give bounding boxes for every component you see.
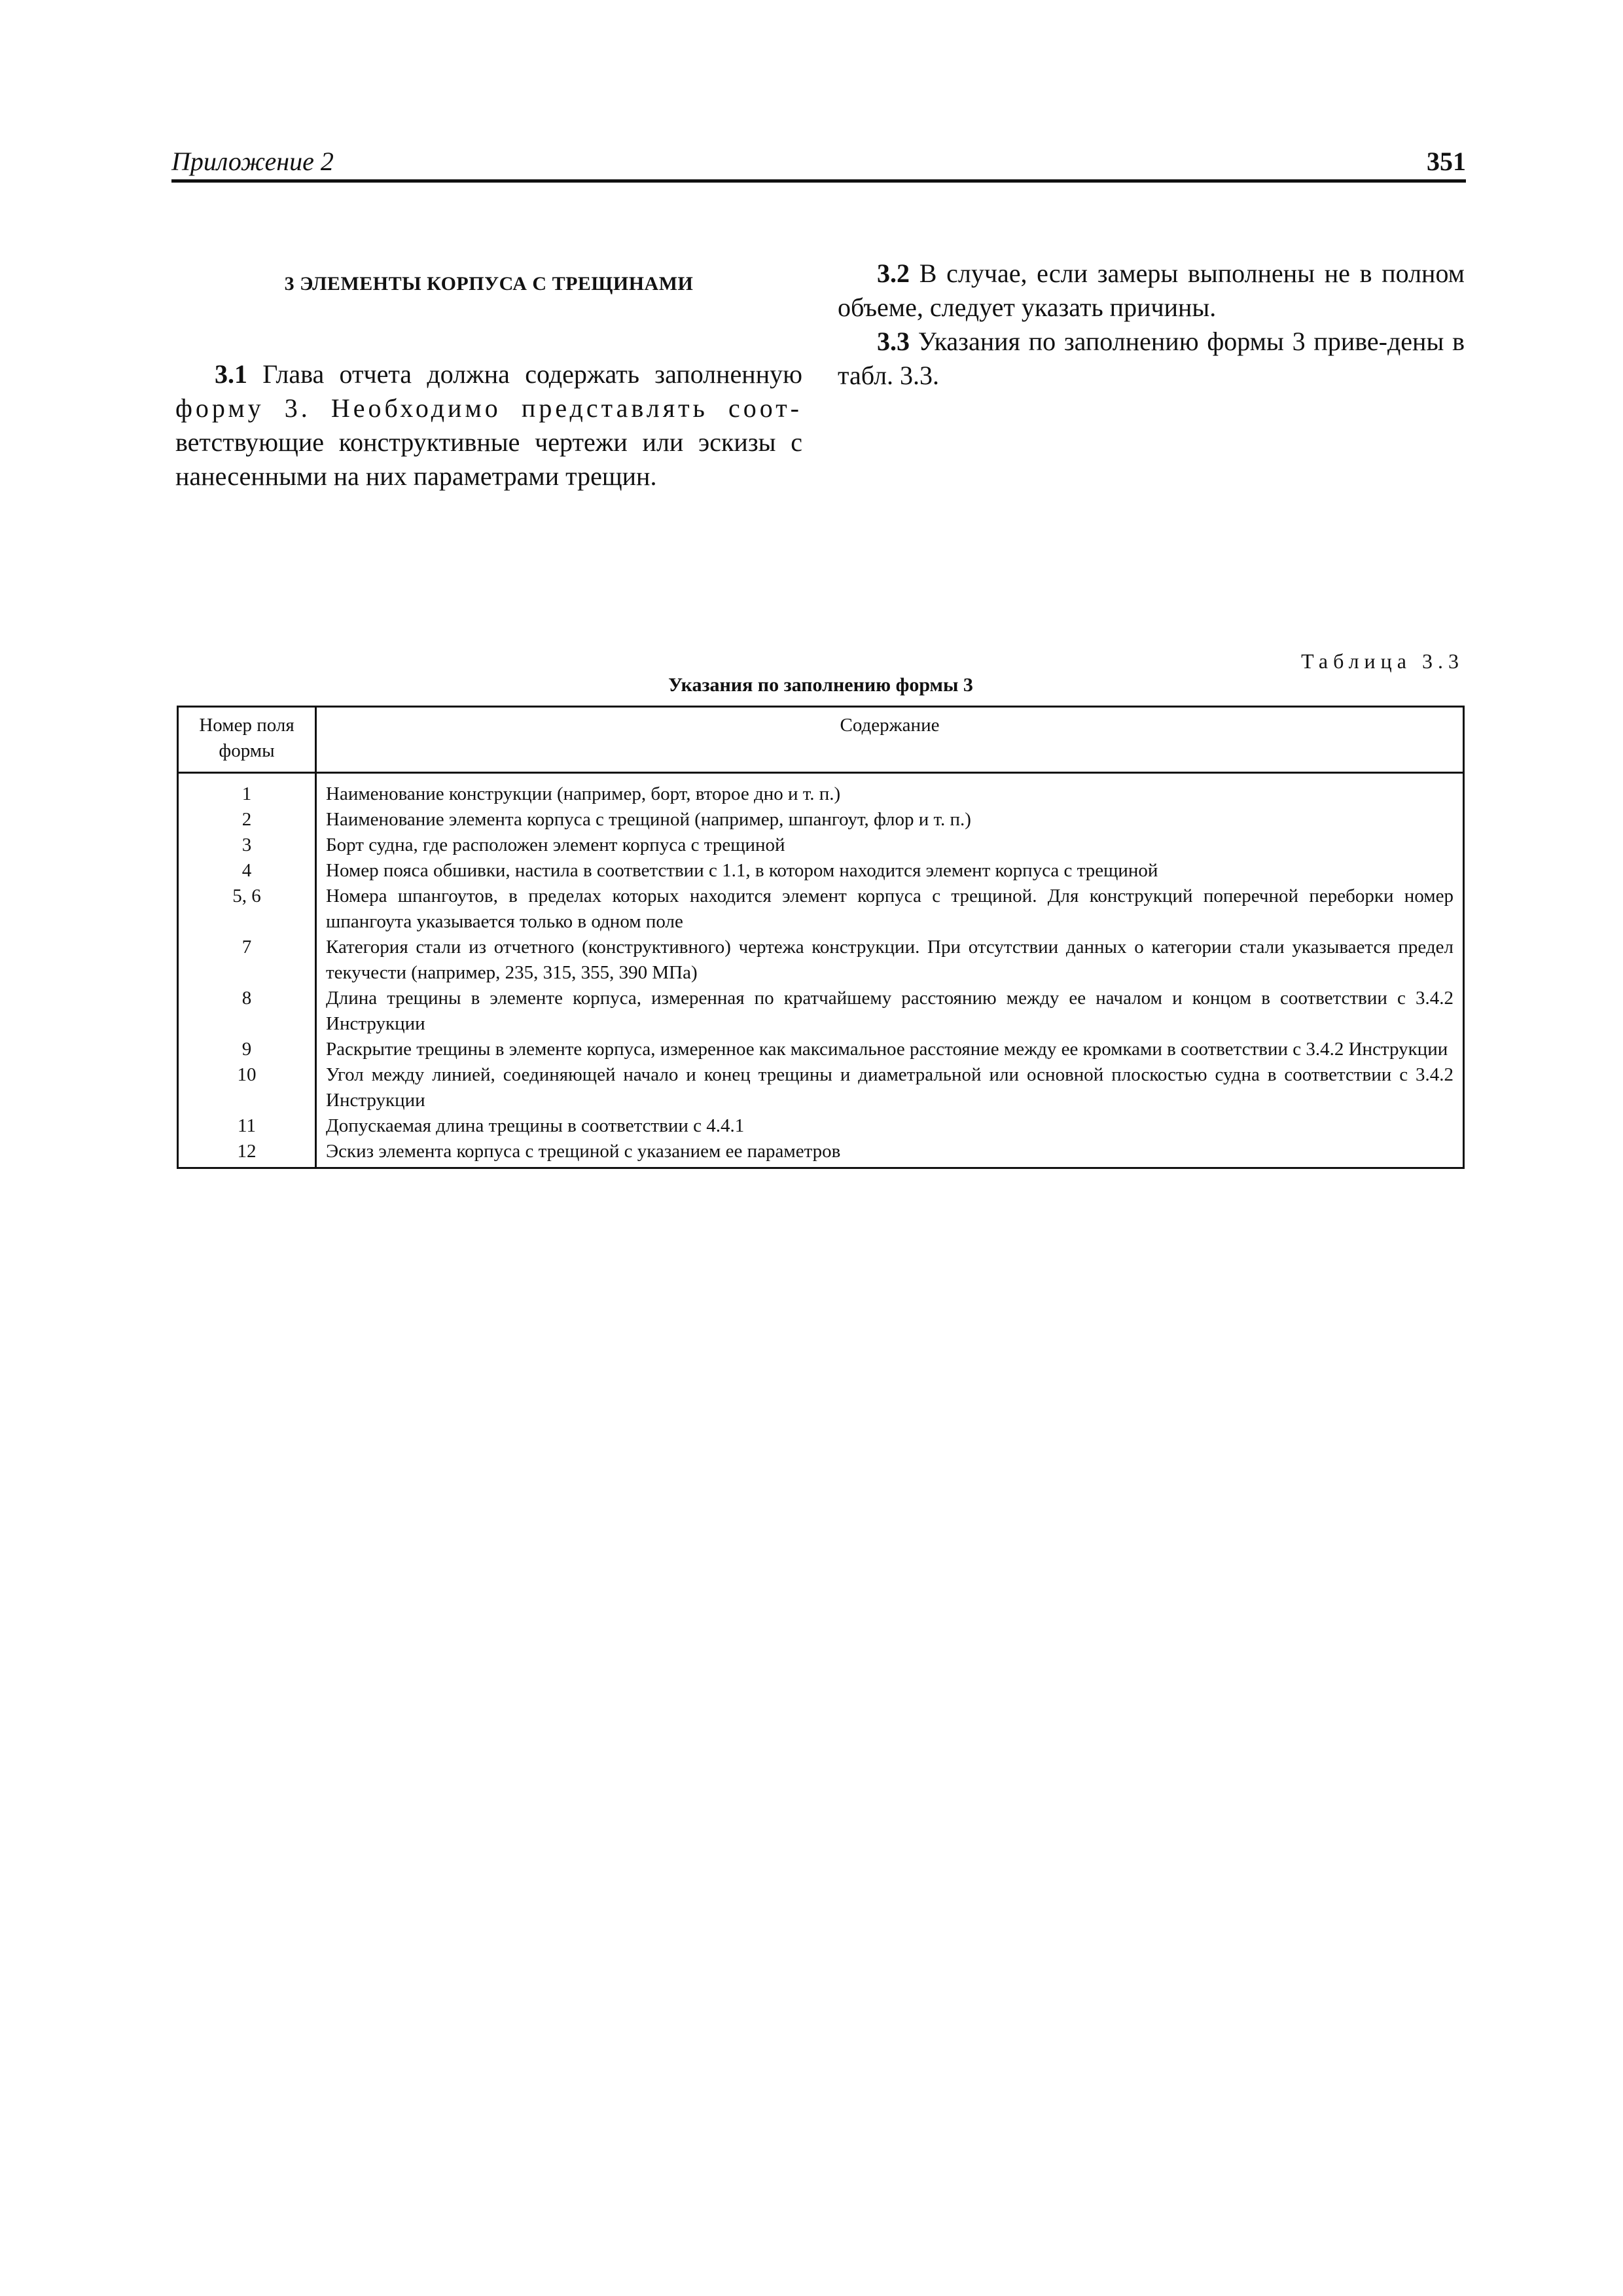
field-content: Номер пояса обшивки, настила в соответствии с 1.1, в котором находится элемент корпуса с трещиной bbox=[316, 858, 1464, 884]
table-row bbox=[178, 1062, 1464, 1113]
table-row bbox=[178, 986, 1464, 1037]
field-number: 2 bbox=[178, 807, 316, 833]
table-row bbox=[178, 935, 1464, 986]
paragraph-text: форму 3. Необходимо представлять соот- bbox=[175, 393, 802, 423]
field-number: 7 bbox=[178, 935, 316, 986]
page-header bbox=[171, 145, 1466, 183]
page-number: 351 bbox=[1427, 147, 1466, 176]
field-content: Допускаемая длина трещины в соответствии с 4.4.1 bbox=[316, 1113, 1464, 1139]
header-content: Содержание bbox=[316, 707, 1464, 773]
table-row bbox=[178, 1113, 1464, 1139]
paragraph-text: Глава отчета должна содержать заполненную bbox=[247, 359, 802, 389]
paragraph-3-3 bbox=[838, 325, 1465, 393]
appendix-title: Приложение 2 bbox=[171, 147, 334, 176]
paragraph-number: 3.3 bbox=[877, 327, 910, 356]
paragraph-text: ветствующие конструктивные чертежи или эскизы с нанесенными на них параметрами трещин. bbox=[175, 427, 802, 491]
field-number: 8 bbox=[178, 986, 316, 1037]
field-content: Угол между линией, соединяющей начало и конец трещины и диаметральной или основной плоскостью судна в соответствии с 3.4.2 Инструкции bbox=[316, 1062, 1464, 1113]
field-number: 3 bbox=[178, 833, 316, 858]
field-number: 11 bbox=[178, 1113, 316, 1139]
paragraph-number: 3.1 bbox=[215, 359, 247, 389]
field-content: Номера шпангоутов, в пределах которых находится элемент корпуса с трещиной. Для конструкций поперечной переборки номер шпангоута указывается только в одном поле bbox=[316, 884, 1464, 935]
field-content: Длина трещины в элементе корпуса, измеренная по кратчайшему расстоянию между ее началом и концом в соответствии с 3.4.2 Инструкции bbox=[316, 986, 1464, 1037]
table-title: Указания по заполнению формы 3 bbox=[668, 674, 973, 696]
field-number: 9 bbox=[178, 1037, 316, 1062]
paragraph-text: Указания по заполнению формы 3 приве-дены в табл. 3.3. bbox=[838, 327, 1465, 390]
instructions-table bbox=[177, 706, 1465, 1169]
table-row bbox=[178, 773, 1464, 808]
header-field-number: Номер поля формы bbox=[178, 707, 316, 773]
field-content: Борт судна, где расположен элемент корпуса с трещиной bbox=[316, 833, 1464, 858]
table-header-row bbox=[178, 707, 1464, 773]
table-row bbox=[178, 884, 1464, 935]
field-content: Эскиз элемента корпуса с трещиной с указанием ее параметров bbox=[316, 1139, 1464, 1168]
field-number: 10 bbox=[178, 1062, 316, 1113]
field-content: Раскрытие трещины в элементе корпуса, измеренное как максимальное расстояние между ее кромками в соответствии с 3.4.2 Инструкции bbox=[316, 1037, 1464, 1062]
paragraph-3-2 bbox=[838, 257, 1465, 325]
table-row bbox=[178, 1139, 1464, 1168]
field-number: 5, 6 bbox=[178, 884, 316, 935]
field-number: 4 bbox=[178, 858, 316, 884]
paragraph-number: 3.2 bbox=[877, 259, 910, 288]
left-column bbox=[175, 262, 802, 493]
table-row bbox=[178, 833, 1464, 858]
paragraph-text: В случае, если замеры выполнены не в полном объеме, следует указать причины. bbox=[838, 259, 1465, 322]
field-number: 12 bbox=[178, 1139, 316, 1168]
field-content: Категория стали из отчетного (конструктивного) чертежа конструкции. При отсутствии данных о категории стали указывается предел текучести (например, 235, 315, 355, 390 МПа) bbox=[316, 935, 1464, 986]
right-column bbox=[838, 257, 1465, 393]
field-number: 1 bbox=[178, 773, 316, 808]
table-row bbox=[178, 807, 1464, 833]
table-row bbox=[178, 1037, 1464, 1062]
field-content: Наименование конструкции (например, борт, второе дно и т. п.) bbox=[316, 773, 1464, 808]
table-label: Таблица 3.3 bbox=[1301, 649, 1464, 673]
paragraph-3-1 bbox=[175, 357, 802, 493]
table-row bbox=[178, 858, 1464, 884]
field-content: Наименование элемента корпуса с трещиной (например, шпангоут, флор и т. п.) bbox=[316, 807, 1464, 833]
section-heading: 3 ЭЛЕМЕНТЫ КОРПУСА С ТРЕЩИНАМИ bbox=[284, 273, 694, 295]
